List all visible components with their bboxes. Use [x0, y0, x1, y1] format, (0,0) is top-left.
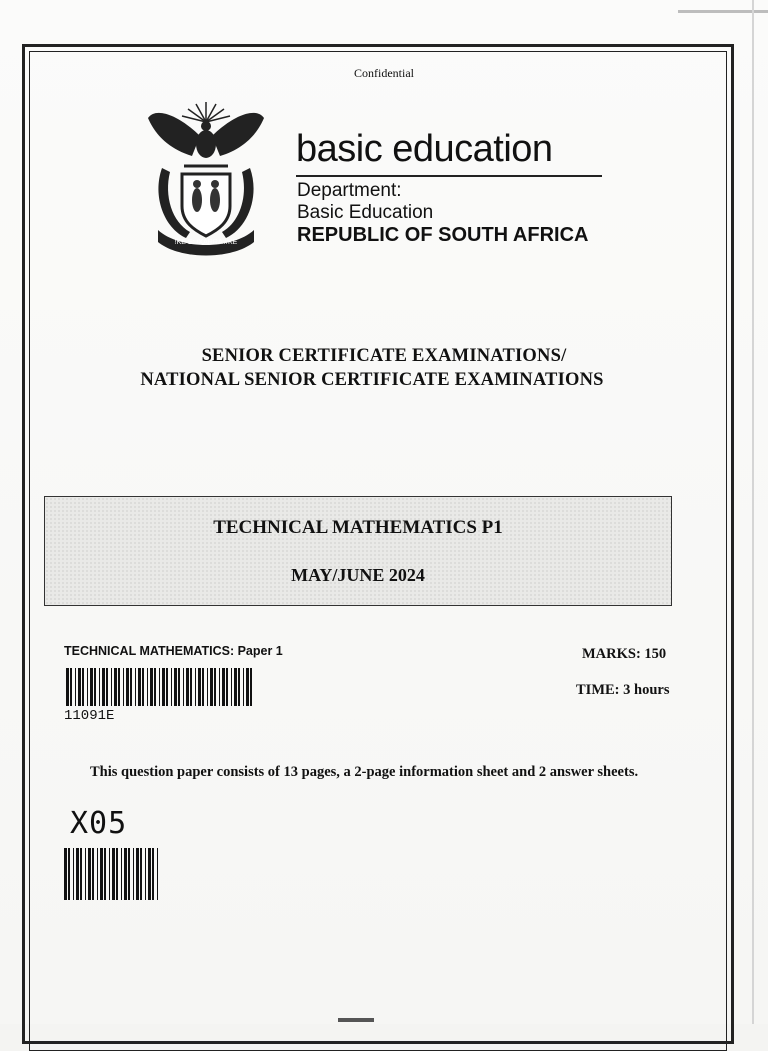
- subject-title: TECHNICAL MATHEMATICS P1: [213, 517, 503, 538]
- barcode-bar: [152, 848, 154, 900]
- barcode-bar: [202, 668, 204, 706]
- barcode-bar: [112, 848, 115, 900]
- barcode-bar: [171, 668, 172, 706]
- barcode-bar: [142, 668, 144, 706]
- barcode-bar: [186, 668, 189, 706]
- centre-barcode: [64, 848, 162, 900]
- barcode-bar: [195, 668, 196, 706]
- department-line-1: Department:: [297, 180, 402, 201]
- barcode-bar: [94, 668, 96, 706]
- barcode-bar: [111, 668, 112, 706]
- barcode-bar: [85, 848, 86, 900]
- barcode-bar: [82, 668, 84, 706]
- barcode-bar: [100, 848, 103, 900]
- barcode-bar: [90, 668, 93, 706]
- exam-heading-1: SENIOR CERTIFICATE EXAMINATIONS/: [201, 346, 567, 366]
- barcode-bar: [145, 848, 146, 900]
- barcode-bar: [214, 668, 216, 706]
- barcode-bar: [109, 848, 110, 900]
- centre-code: X05: [70, 806, 128, 841]
- barcode-bar: [174, 668, 177, 706]
- barcode-bar: [243, 668, 244, 706]
- barcode-bar: [118, 668, 120, 706]
- barcode-bar: [157, 848, 158, 900]
- barcode-number: 11091E: [64, 708, 115, 724]
- barcode-bar: [138, 668, 141, 706]
- barcode-bar: [114, 668, 117, 706]
- barcode-bar: [136, 848, 139, 900]
- department-line-2: Basic Education: [297, 202, 434, 223]
- barcode-bar: [88, 848, 91, 900]
- subject-box: [44, 496, 672, 606]
- barcode-bar: [75, 668, 76, 706]
- barcode-bar: [87, 668, 88, 706]
- barcode-bar: [178, 668, 180, 706]
- barcode-bar: [121, 848, 122, 900]
- page-footer-mark: [338, 1018, 374, 1022]
- coat-of-arms-icon: [140, 96, 272, 256]
- barcode-bar: [198, 668, 201, 706]
- barcode-bar: [130, 668, 132, 706]
- page-count-note: This question paper consists of 13 pages, a 2-page information sheet and 2 answer sheets.: [90, 764, 639, 780]
- barcode-bar: [226, 668, 228, 706]
- department-line-3: REPUBLIC OF SOUTH AFRICA: [297, 224, 589, 246]
- barcode-bar: [135, 668, 136, 706]
- crest-motto: !KE E: /XARRA //KE: [174, 239, 238, 246]
- barcode-bar: [64, 848, 67, 900]
- barcode-bar: [162, 668, 165, 706]
- barcode-bar: [99, 668, 100, 706]
- barcode-bar: [154, 668, 156, 706]
- barcode-bar: [159, 668, 160, 706]
- barcode-bar: [147, 668, 148, 706]
- barcode-bar: [219, 668, 220, 706]
- barcode-bar: [210, 668, 213, 706]
- barcode-bar: [92, 848, 94, 900]
- barcode-bar: [80, 848, 82, 900]
- barcode-bar: [97, 848, 98, 900]
- barcode-bar: [133, 848, 134, 900]
- scan-artifact-stripe: [678, 10, 768, 13]
- barcode-bar: [76, 848, 79, 900]
- barcode-bar: [140, 848, 142, 900]
- exam-duration: TIME: 3 hours: [576, 682, 670, 698]
- barcode-bar: [148, 848, 151, 900]
- paper-barcode: [66, 668, 258, 706]
- barcode-bar: [250, 668, 252, 706]
- paper-label: TECHNICAL MATHEMATICS: Paper 1: [64, 644, 283, 658]
- confidential-label: Confidential: [354, 66, 414, 80]
- barcode-bar: [234, 668, 237, 706]
- barcode-bar: [68, 848, 70, 900]
- brand-divider: [296, 175, 602, 177]
- barcode-bar: [106, 668, 108, 706]
- barcode-bar: [166, 668, 168, 706]
- barcode-bar: [73, 848, 74, 900]
- barcode-bar: [124, 848, 127, 900]
- total-marks: MARKS: 150: [582, 646, 667, 662]
- exam-heading-2: NATIONAL SENIOR CERTIFICATE EXAMINATIONS: [140, 370, 604, 390]
- barcode-bar: [126, 668, 129, 706]
- department-brand-title: basic education: [296, 128, 553, 170]
- barcode-bar: [123, 668, 124, 706]
- barcode-bar: [231, 668, 232, 706]
- barcode-bar: [128, 848, 130, 900]
- barcode-bar: [190, 668, 192, 706]
- barcode-bar: [222, 668, 225, 706]
- barcode-bar: [104, 848, 106, 900]
- barcode-bar: [116, 848, 118, 900]
- exam-session-date: MAY/JUNE 2024: [291, 565, 425, 585]
- barcode-bar: [150, 668, 153, 706]
- barcode-bar: [238, 668, 240, 706]
- scan-artifact-edge: [752, 0, 754, 1024]
- barcode-bar: [207, 668, 208, 706]
- barcode-bar: [70, 668, 72, 706]
- barcode-bar: [102, 668, 105, 706]
- barcode-bar: [66, 668, 69, 706]
- barcode-bar: [78, 668, 81, 706]
- barcode-bar: [183, 668, 184, 706]
- barcode-bar: [246, 668, 249, 706]
